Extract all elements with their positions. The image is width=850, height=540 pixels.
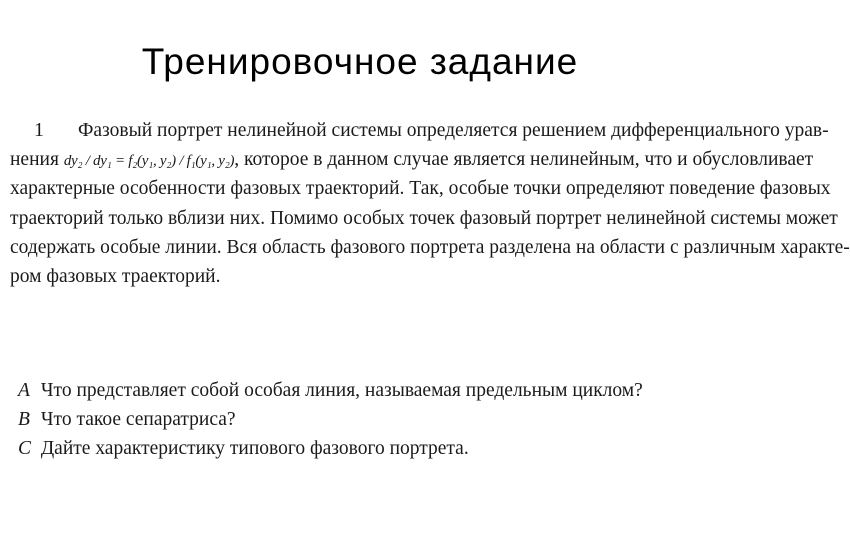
task-line-2 bbox=[10, 145, 814, 174]
question-text: Дайте характеристику типового фазового портрета. bbox=[40, 438, 469, 459]
task-number: 1 bbox=[34, 119, 44, 141]
task-line-6: ром фазовых траекторий. bbox=[10, 265, 221, 287]
task-paragraph bbox=[10, 116, 850, 291]
task-line-1 bbox=[10, 116, 829, 145]
question-a bbox=[18, 376, 643, 405]
question-text: Что представляет собой особая линия, называемая предельным циклом? bbox=[40, 380, 643, 401]
question-letter: C bbox=[18, 438, 32, 459]
slide-title: Тренировочное задание bbox=[141, 41, 579, 82]
task-line-3: характерные особенности фазовых траекторий. Так, особые точки определяют поведение фазовых bbox=[10, 178, 831, 200]
task-line-2-text: нения bbox=[10, 149, 59, 171]
question-letter: A bbox=[18, 380, 30, 401]
question-text: Что такое сепаратриса? bbox=[40, 409, 236, 430]
task-formula: dy₂ / dy₁ = f₂(y₁, y₂) / f₁(y₁, y₂) bbox=[63, 153, 235, 170]
task-line-1-text: Фазовый портрет нелинейной системы определяется решением дифференциального урав- bbox=[78, 120, 829, 141]
task-line-2-tail: , которое в данном случае является нелинейным, что и обусловливает bbox=[234, 149, 814, 171]
question-b bbox=[18, 405, 578, 434]
task-line-4: траекторий только вблизи них. Помимо особых точек фазовый портрет нелинейной системы может bbox=[10, 207, 838, 229]
question-list bbox=[18, 376, 643, 463]
question-c bbox=[18, 434, 578, 463]
question-letter: B bbox=[18, 409, 30, 430]
task-line-5: содержать особые линии. Вся область фазового портрета разделена на области с различным характе- bbox=[10, 236, 850, 258]
